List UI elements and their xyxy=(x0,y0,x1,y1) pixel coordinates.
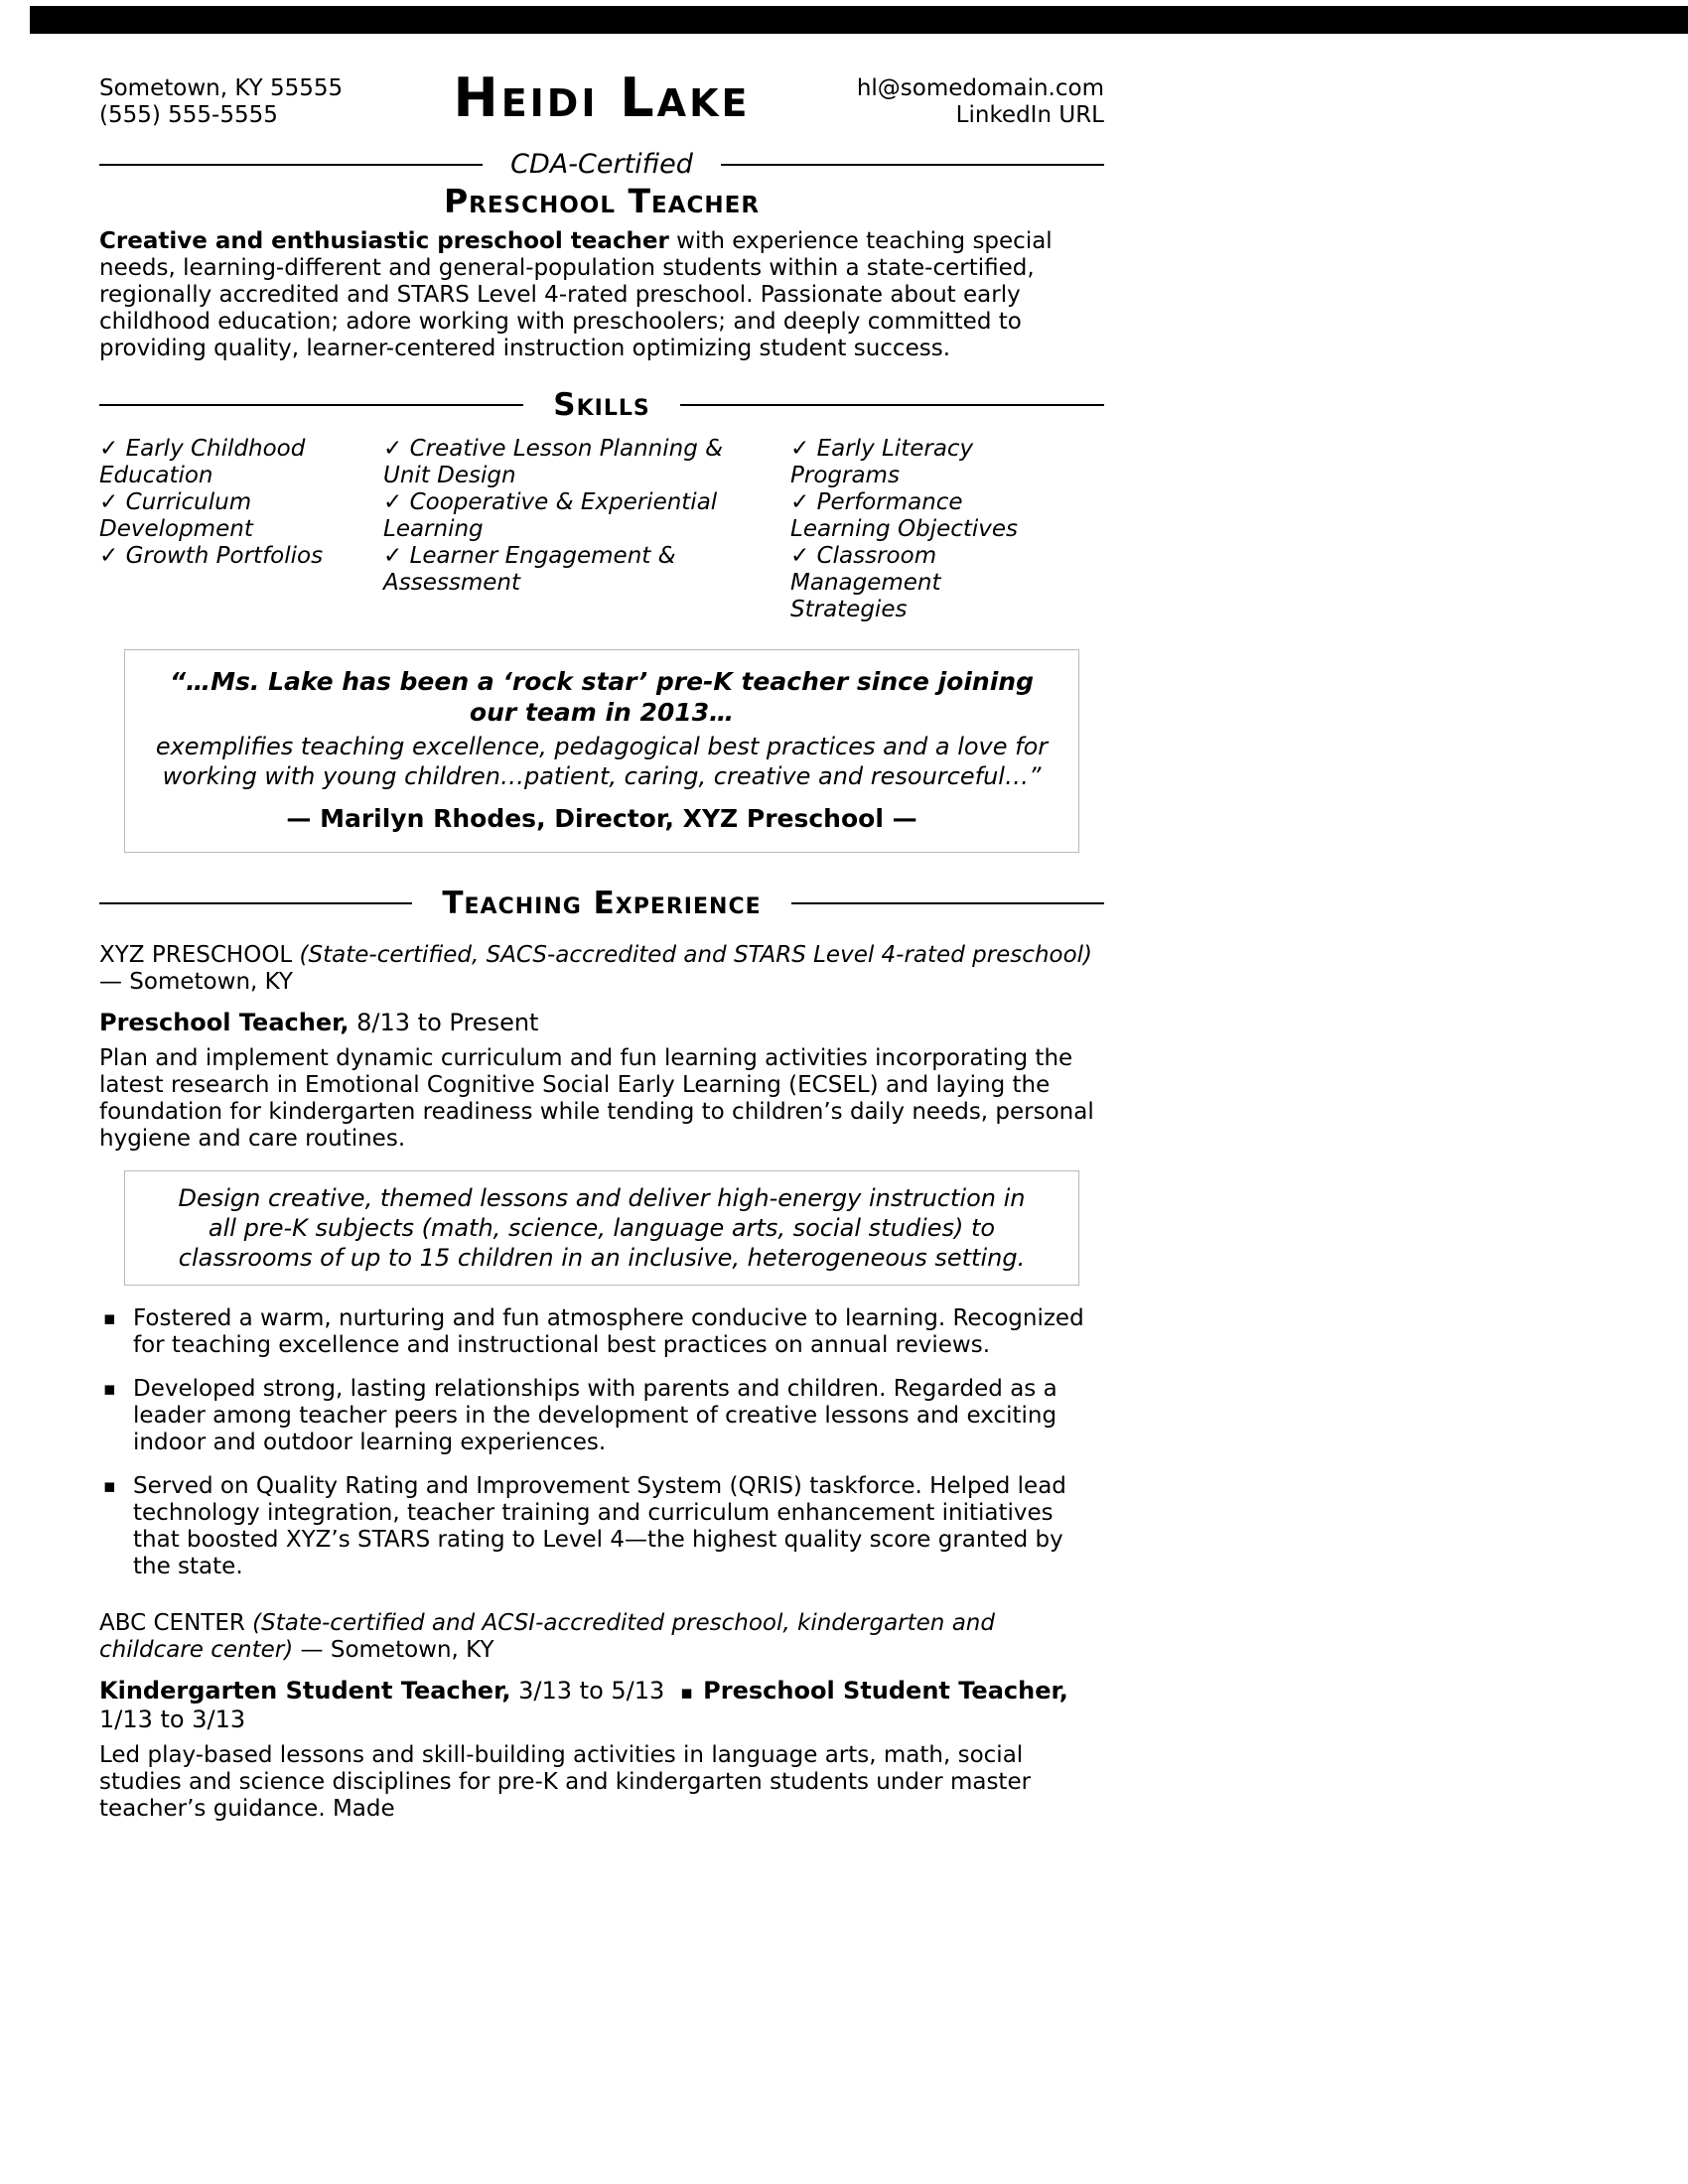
testimonial-headline: “…Ms. Lake has been a ‘rock star’ pre-K teacher since joining our team in 2013… xyxy=(170,667,1034,727)
role-title: Kindergarten Student Teacher, xyxy=(99,1677,511,1705)
employer-detail: (State-certified, SACS-accredited and STARS Level 4-rated preschool) xyxy=(299,942,1093,968)
skill-text: Learner Engagement & Assessment xyxy=(383,543,676,596)
experience-heading: Teaching Experience xyxy=(442,886,762,921)
skill-item xyxy=(99,436,336,489)
top-accent-bar xyxy=(30,6,1688,34)
resume-title: Preschool Teacher xyxy=(443,182,761,220)
contact-left xyxy=(99,75,397,129)
role-line xyxy=(99,1678,1104,1733)
check-icon: ✓ xyxy=(99,436,119,462)
role-title: Preschool Student Teacher, xyxy=(703,1677,1068,1705)
skill-text: Performance Learning Objectives xyxy=(790,489,1019,542)
skill-text: Creative Lesson Planning & Unit Design xyxy=(383,436,724,488)
separator-square-icon: ▪ xyxy=(680,1682,694,1704)
testimonial-body: exemplifies teaching excellence, pedagogical best practices and a love for working with young children…patient, caring, creative and resourceful…” xyxy=(155,733,1049,790)
callout-box xyxy=(124,1170,1079,1286)
skill-text: Early Childhood Education xyxy=(99,436,306,488)
callout-text: Design creative, themed lessons and deliver high-energy instruction in all pre-K subjects (math, science, language arts, social studies) to classrooms of up to 15 children in an inclusive, heterogeneous setting. xyxy=(178,1184,1026,1272)
bullet-text: Fostered a warm, nurturing and fun atmosphere conducive to learning. Recognized for teaching excellence and instructional best practices on annual reviews. xyxy=(133,1305,1084,1358)
list-item xyxy=(99,1376,1104,1456)
header xyxy=(99,34,1104,129)
skill-item xyxy=(383,489,743,543)
achievement-list xyxy=(99,1305,1104,1580)
address-text: Sometown, KY 55555 xyxy=(99,75,344,101)
bullet-icon: ▪ xyxy=(103,1378,116,1400)
skill-item xyxy=(790,436,1056,489)
candidate-name: Heidi Lake xyxy=(453,67,751,129)
skill-text: Early Literacy Programs xyxy=(790,436,974,488)
list-item xyxy=(99,1473,1104,1580)
role-dates: 8/13 to Present xyxy=(349,1009,539,1036)
skills-heading: Skills xyxy=(553,387,650,423)
employer-name: ABC CENTER xyxy=(99,1610,253,1636)
skill-item xyxy=(383,543,743,597)
linkedin-text: LinkedIn URL xyxy=(955,102,1104,128)
divider-line xyxy=(99,902,412,904)
skill-text: Cooperative & Experiential Learning xyxy=(383,489,718,542)
role-title: Preschool Teacher, xyxy=(99,1009,350,1036)
check-icon: ✓ xyxy=(99,543,119,569)
contact-right xyxy=(806,75,1104,129)
role-dates: 1/13 to 3/13 xyxy=(99,1706,246,1733)
job-description: Led play-based lessons and skill-building activities in language arts, math, social studies and science disciplines for pre-K and kindergarten students under master teacher’s guidance. Made xyxy=(99,1742,1032,1822)
list-item xyxy=(99,1305,1104,1359)
divider-line xyxy=(721,164,1104,166)
check-icon: ✓ xyxy=(790,436,810,462)
employer-name: XYZ PRESCHOOL xyxy=(99,942,300,968)
check-icon: ✓ xyxy=(790,489,810,515)
role-line xyxy=(99,1010,1104,1036)
check-icon: ✓ xyxy=(383,436,403,462)
skills-section-header xyxy=(99,388,1104,422)
certification-divider xyxy=(99,151,1104,178)
divider-line xyxy=(99,404,523,406)
summary-rest: with experience teaching special needs, learning-different and general-population students within a state-certified, regionally accredited and STARS Level 4-rated preschool. Passionate about early childhood education; adore working with preschoolers; and deeply committed to providing quality, learner-centered instruction optimizing student success. xyxy=(99,228,1053,361)
skill-item xyxy=(790,543,1056,623)
skill-item xyxy=(383,436,743,489)
employer-location: — Sometown, KY xyxy=(293,1637,494,1663)
summary-lead: Creative and enthusiastic preschool teacher xyxy=(99,228,669,254)
divider-line xyxy=(99,164,483,166)
divider-line xyxy=(680,404,1104,406)
skill-text: Growth Portfolios xyxy=(125,543,324,569)
check-icon: ✓ xyxy=(383,489,403,515)
skill-text: Classroom Management Strategies xyxy=(790,543,941,622)
check-icon: ✓ xyxy=(790,543,810,569)
bullet-text: Developed strong, lasting relationships with parents and children. Regarded as a leader among teacher peers in the development of creative lessons and exciting indoor and outdoor learning experiences. xyxy=(133,1376,1057,1455)
skills-column-1 xyxy=(99,436,383,623)
bullet-text: Served on Quality Rating and Improvement System (QRIS) taskforce. Helped lead technology integration, teacher training and curriculum enhancement initiatives that boosted XYZ’s STARS rating to Level 4—the highest quality score granted by the state. xyxy=(133,1473,1066,1579)
experience-section-header xyxy=(99,887,1104,920)
resume-content xyxy=(99,34,1104,1823)
phone-text: (555) 555-5555 xyxy=(99,102,278,128)
skill-item xyxy=(790,489,1056,543)
job-description: Plan and implement dynamic curriculum and fun learning activities incorporating the latest research in Emotional Cognitive Social Early Learning (ECSEL) and laying the foundation for kindergarten readiness while tending to children’s daily needs, personal hygiene and care routines. xyxy=(99,1045,1094,1152)
email-text: hl@somedomain.com xyxy=(856,75,1104,101)
check-icon: ✓ xyxy=(99,489,119,515)
bullet-icon: ▪ xyxy=(103,1475,116,1497)
skill-item xyxy=(99,543,336,570)
certification-text: CDA-Certified xyxy=(510,149,693,180)
testimonial-box xyxy=(124,649,1079,853)
divider-line xyxy=(791,902,1104,904)
employer-line xyxy=(99,1610,1104,1664)
role-dates: 3/13 to 5/13 xyxy=(510,1677,665,1705)
testimonial-attribution: — Marilyn Rhodes, Director, XYZ Preschool — xyxy=(286,804,917,833)
bullet-icon: ▪ xyxy=(103,1307,116,1329)
skills-column-2 xyxy=(383,436,790,623)
summary-paragraph xyxy=(99,228,1104,362)
skill-text: Curriculum Development xyxy=(99,489,253,542)
employer-line xyxy=(99,942,1104,996)
skill-item xyxy=(99,489,336,543)
check-icon: ✓ xyxy=(383,543,403,569)
skills-column-3 xyxy=(790,436,1104,623)
skills-grid xyxy=(99,436,1104,623)
employer-detail: (State-certified and ACSI-accredited preschool, kindergarten and childcare center) xyxy=(99,1610,995,1663)
employer-location: — Sometown, KY xyxy=(99,969,293,995)
